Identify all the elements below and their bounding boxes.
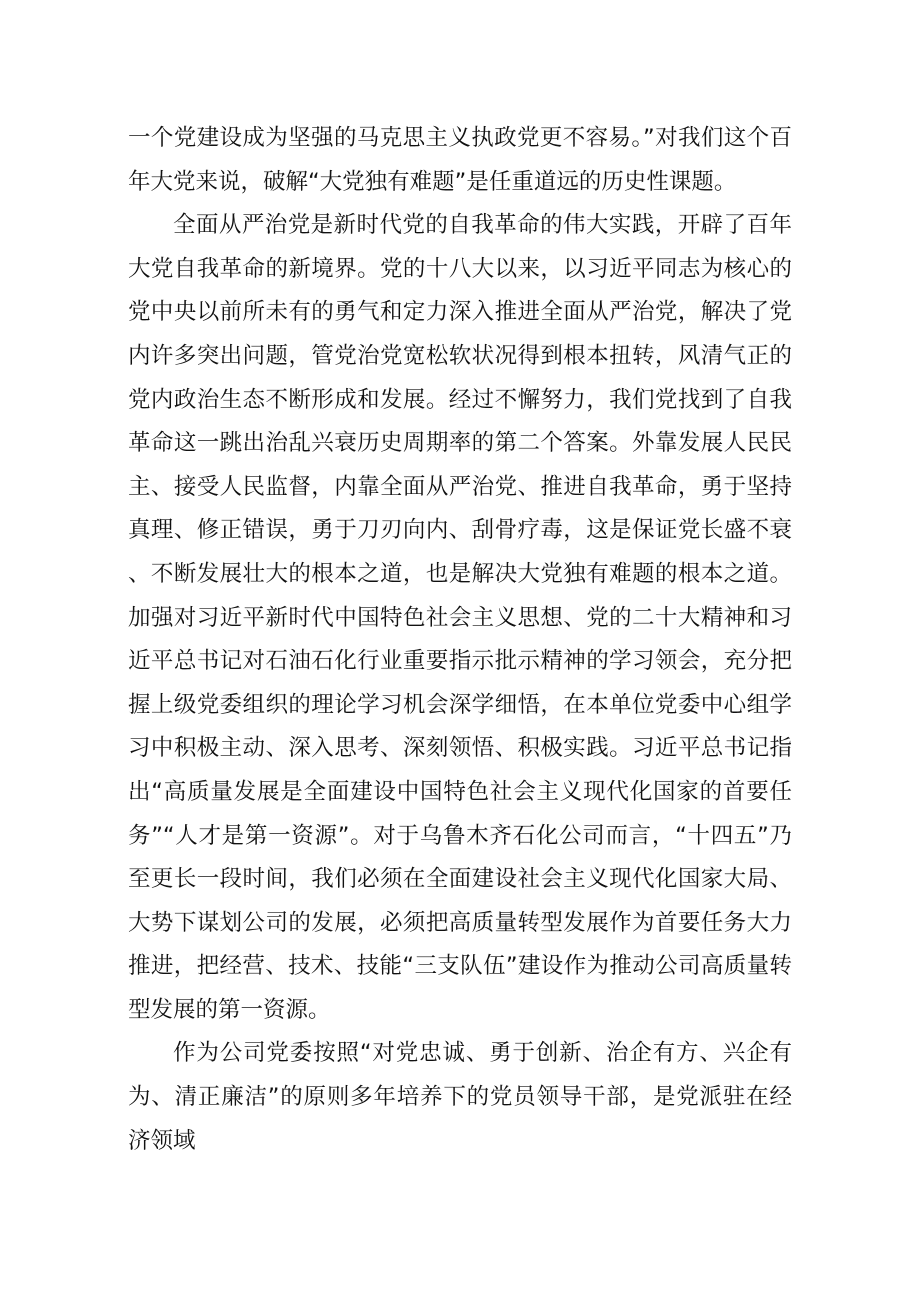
- paragraph-3: 作为公司党委按照“对党忠诚、勇于创新、治企有方、兴企有为、清正廉洁”的原则多年培养下的党员领导干部，是党派驻在经济领域: [128, 1040, 792, 1154]
- paragraph-2: 全面从严治党是新时代党的自我革命的伟大实践，开辟了百年大党自我革命的新境界。党的十八大以来，以习近平同志为核心的党中央以前所未有的勇气和定力深入推进全面从严治党，解决了党内许多突出问题，管党治党宽松软状况得到根本扭转，风清气正的党内政治生态不断形成和发展。经过不懈努力，我们党找到了自我革命这一跳出治乱兴衰历史周期率的第二个答案。外靠发展人民民主、接受人民监督，内靠全面从严治党、推进自我革命，勇于坚持真理、修正错误，勇于刀刃向内、刮骨疗毒，这是保证党长盛不衰、不断发展壮大的根本之道，也是解决大党独有难题的根本之道。加强对习近平新时代中国特色社会主义思想、党的二十大精神和习近平总书记对石油石化行业重要指示批示精神的学习领会，充分把握上级党委组织的理论学习机会深学细悟，在本单位党委中心组学习中积极主动、深入思考、深刻领悟、积极实践。习近平总书记指出“高质量发展是全面建设中国特色社会主义现代化国家的首要任务”“人才是第一资源”。对于乌鲁木齐石化公司而言，“十四五”乃至更长一段时间，我们必须在全面建设社会主义现代化国家大局、大势下谋划公司的发展，必须把高质量转型发展作为首要任务大力推进，把经营、技术、技能“三支队伍”建设作为推动公司高质量转型发展的第一资源。: [128, 212, 792, 1023]
- paragraph-1: 一个党建设成为坚强的马克思主义执政党更不容易。”对我们这个百年大党来说，破解“大党独有难题”是任重道远的历史性课题。: [128, 125, 792, 195]
- document-body: [128, 117, 792, 1163]
